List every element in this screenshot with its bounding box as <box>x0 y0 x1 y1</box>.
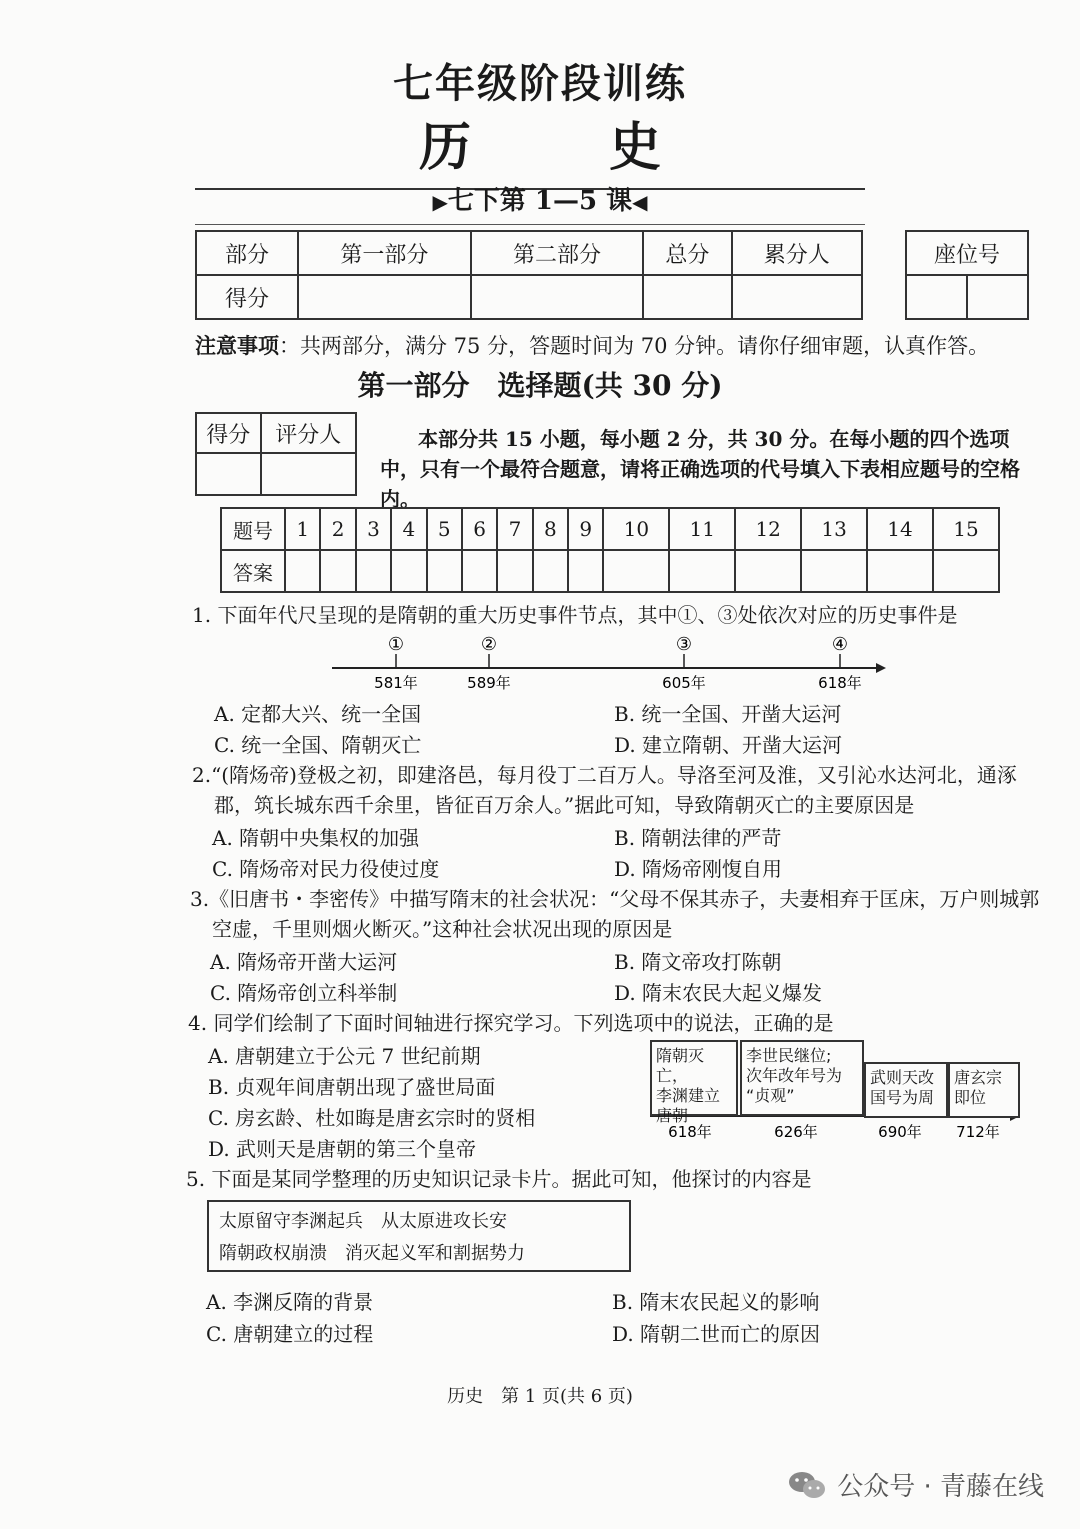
answer-row-label: 答案 <box>221 550 285 592</box>
page-footer: 历史 第 1 页(共 6 页) <box>447 1386 633 1407</box>
q1-timeline-year-2: 589年 <box>467 674 511 692</box>
seat-cell-1[interactable] <box>906 275 967 319</box>
q4-timeline-year-3: 690年 <box>878 1123 922 1141</box>
q4-option-b[interactable]: B. 贞观年间唐朝出现了盛世局面 <box>208 1075 496 1099</box>
q4-card-1 <box>650 1040 738 1125</box>
q4-card-3-line2: 国号为周 <box>870 1088 935 1107</box>
q4-card-1-line3: 唐朝 <box>656 1106 689 1125</box>
q1-timeline <box>0 630 1080 696</box>
score-cell-total[interactable] <box>643 275 731 319</box>
answer-cell-5[interactable] <box>427 550 462 592</box>
answer-number-4: 4 <box>391 508 426 550</box>
answer-cell-7[interactable] <box>497 550 532 592</box>
q4-card-4-line1: 唐玄宗 <box>954 1068 1003 1087</box>
grader-score-label: 得分 <box>196 413 261 453</box>
answer-cell-15[interactable] <box>933 550 999 592</box>
q3-option-a[interactable]: A. 隋炀帝开凿大运河 <box>210 950 398 974</box>
answer-cell-3[interactable] <box>356 550 391 592</box>
answer-number-11: 11 <box>669 508 735 550</box>
answer-cell-8[interactable] <box>533 550 568 592</box>
answer-number-9: 9 <box>568 508 603 550</box>
seat-label: 座位号 <box>906 231 1028 275</box>
q4-card-2-line3: “贞观” <box>746 1086 795 1105</box>
q4-timeline-year-2: 626年 <box>774 1123 818 1141</box>
q4-stem: 4. 同学们绘制了下面时间轴进行探究学习。下列选项中的说法，正确的是 <box>188 1011 834 1035</box>
q1-stem: 1. 下面年代尺呈现的是隋朝的重大历史事件节点，其中①、③处依次对应的历史事件是 <box>192 603 958 627</box>
q4-card-4 <box>948 1062 1020 1118</box>
q4-timeline-year-4: 712年 <box>956 1123 1000 1141</box>
right-triangle-icon: ▶ <box>432 190 448 214</box>
q5-card-line2: 隋朝政权崩溃 消灭起义军和割据势力 <box>219 1243 525 1264</box>
q5-option-a[interactable]: A. 李渊反隋的背景 <box>206 1290 374 1314</box>
score-header-checker: 累分人 <box>732 231 862 275</box>
watermark-text: 公众号 · 青藤在线 <box>837 1472 1044 1502</box>
score-header-total: 总分 <box>643 231 731 275</box>
q3-option-c[interactable]: C. 隋炀帝创立科举制 <box>210 981 398 1005</box>
lesson-scope-text: 七下第 1—5 课 <box>447 186 633 216</box>
q4-card-4-line2: 即位 <box>954 1088 987 1107</box>
answer-number-5: 5 <box>427 508 462 550</box>
q5-option-d[interactable]: D. 隋朝二世而亡的原因 <box>612 1322 821 1346</box>
q1-timeline-year-3: 605年 <box>662 674 706 692</box>
answer-number-13: 13 <box>801 508 867 550</box>
q5-option-b[interactable]: B. 隋末农民起义的影响 <box>612 1290 820 1314</box>
q4-card-3-line1: 武则天改 <box>870 1068 935 1087</box>
q4-option-a[interactable]: A. 唐朝建立于公元 7 世纪前期 <box>208 1044 481 1068</box>
grader-name-label: 评分人 <box>261 413 356 453</box>
q1-timeline-mark-4: ④ <box>831 634 849 655</box>
answer-number-6: 6 <box>462 508 497 550</box>
notice-label: 注意事项 <box>195 333 279 358</box>
q3-stem-line1: 3.《旧唐书・李密传》中描写隋末的社会状况：“父母不保其赤子，夫妻相弃于匡床，万户则城郭 <box>190 887 1040 911</box>
score-header-part2: 第二部分 <box>471 231 644 275</box>
wechat-icon <box>787 1469 827 1501</box>
grader-score-cell[interactable] <box>196 453 261 495</box>
q1-timeline-year-4: 618年 <box>818 674 862 692</box>
score-cell-part2[interactable] <box>471 275 644 319</box>
notice-text: ：共两部分，满分 75 分，答题时间为 70 分钟。请你仔细审题，认真作答。 <box>279 334 990 358</box>
lesson-scope <box>0 180 1080 217</box>
q4-card-2-line1: 李世民继位; <box>746 1046 832 1065</box>
answer-number-3: 3 <box>356 508 391 550</box>
q2-stem-line1: 2.“(隋炀帝)登极之初，即建洛邑，每月役丁二百万人。导洛至河及淮，又引沁水达河北，通涿 <box>192 763 1017 787</box>
answer-number-1: 1 <box>285 508 320 550</box>
q5-knowledge-card <box>207 1200 631 1272</box>
notice <box>195 330 989 360</box>
watermark <box>787 1466 1044 1503</box>
answer-cell-6[interactable] <box>462 550 497 592</box>
q4-card-2-line2: 次年改年号为 <box>746 1066 843 1085</box>
q4-card-1-line1: 隋朝灭亡， <box>656 1046 705 1085</box>
q3-option-d[interactable]: D. 隋末农民大起义爆发 <box>614 981 823 1005</box>
q4-card-2 <box>740 1040 864 1116</box>
answer-table <box>220 507 1000 593</box>
q2-option-b[interactable]: B. 隋朝法律的严苛 <box>614 826 782 850</box>
q1-timeline-mark-2: ② <box>480 634 498 655</box>
part1-title: 第一部分 选择题(共 30 分) <box>357 369 723 402</box>
q1-timeline-mark-3: ③ <box>675 634 693 655</box>
q5-option-c[interactable]: C. 唐朝建立的过程 <box>206 1322 374 1346</box>
answer-cell-4[interactable] <box>391 550 426 592</box>
q2-option-d[interactable]: D. 隋炀帝刚愎自用 <box>614 857 783 881</box>
answer-cell-1[interactable] <box>285 550 320 592</box>
q5-card-line1: 太原留守李渊起兵 从太原进攻长安 <box>219 1211 507 1232</box>
score-cell-checker[interactable] <box>732 275 862 319</box>
q4-timeline-year-1: 618年 <box>668 1123 712 1141</box>
q1-axis-arrow-icon <box>876 663 886 673</box>
answer-cell-14[interactable] <box>867 550 933 592</box>
q2-option-a[interactable]: A. 隋朝中央集权的加强 <box>212 826 420 850</box>
answer-header-label: 题号 <box>221 508 285 550</box>
answer-cell-10[interactable] <box>603 550 669 592</box>
score-header-part: 部分 <box>196 231 298 275</box>
exam-title: 七年级阶段训练 <box>393 60 687 107</box>
q1-timeline-year-1: 581年 <box>374 674 418 692</box>
answer-number-14: 14 <box>867 508 933 550</box>
answer-number-15: 15 <box>933 508 999 550</box>
answer-number-8: 8 <box>533 508 568 550</box>
grader-name-cell[interactable] <box>261 453 356 495</box>
part1-instruction: 本部分共 15 小题，每小题 2 分，共 30 分。在每小题的四个选项中，只有一个最符合题意，请将正确选项的代号填入下表相应题号的空格内。 <box>380 427 1020 511</box>
answer-cell-12[interactable] <box>735 550 801 592</box>
subject-title: 历 史 <box>418 117 722 178</box>
score-cell-part1[interactable] <box>298 275 471 319</box>
seat-cell-2[interactable] <box>967 275 1028 319</box>
answer-cell-2[interactable] <box>320 550 355 592</box>
q3-stem-line2: 空虚，千里则烟火断灭。”这种社会状况出现的原因是 <box>212 917 673 941</box>
answer-number-2: 2 <box>320 508 355 550</box>
answer-number-7: 7 <box>497 508 532 550</box>
q4-card-1-line2: 李渊建立 <box>656 1086 721 1105</box>
q4-option-c[interactable]: C. 房玄龄、杜如晦是唐玄宗时的贤相 <box>208 1106 536 1130</box>
q1-option-c[interactable]: C. 统一全国、隋朝灭亡 <box>214 733 422 757</box>
answer-cell-9[interactable] <box>568 550 603 592</box>
q3-option-b[interactable]: B. 隋文帝攻打陈朝 <box>614 950 782 974</box>
answer-number-10: 10 <box>603 508 669 550</box>
q4-option-d[interactable]: D. 武则天是唐朝的第三个皇帝 <box>208 1137 477 1161</box>
q1-option-b[interactable]: B. 统一全国、开凿大运河 <box>614 702 842 726</box>
score-table <box>195 230 863 320</box>
q2-stem-line2: 郡，筑长城东西千余里，皆征百万余人。”据此可知，导致隋朝灭亡的主要原因是 <box>214 793 915 817</box>
q1-timeline-mark-1: ① <box>387 634 405 655</box>
q4-card-3 <box>864 1062 948 1118</box>
answer-number-12: 12 <box>735 508 801 550</box>
score-header-part1: 第一部分 <box>298 231 471 275</box>
left-triangle-icon: ◀ <box>632 190 648 214</box>
q1-option-d[interactable]: D. 建立隋朝、开凿大运河 <box>614 733 843 757</box>
q5-stem: 5. 下面是某同学整理的历史知识记录卡片。据此可知，他探讨的内容是 <box>186 1167 812 1191</box>
answer-cell-13[interactable] <box>801 550 867 592</box>
q1-option-a[interactable]: A. 定都大兴、统一全国 <box>214 702 422 726</box>
score-row-label: 得分 <box>196 275 298 319</box>
seat-table <box>905 230 1029 320</box>
q2-option-c[interactable]: C. 隋炀帝对民力役使过度 <box>212 857 440 881</box>
answer-cell-11[interactable] <box>669 550 735 592</box>
grader-table <box>195 412 357 496</box>
